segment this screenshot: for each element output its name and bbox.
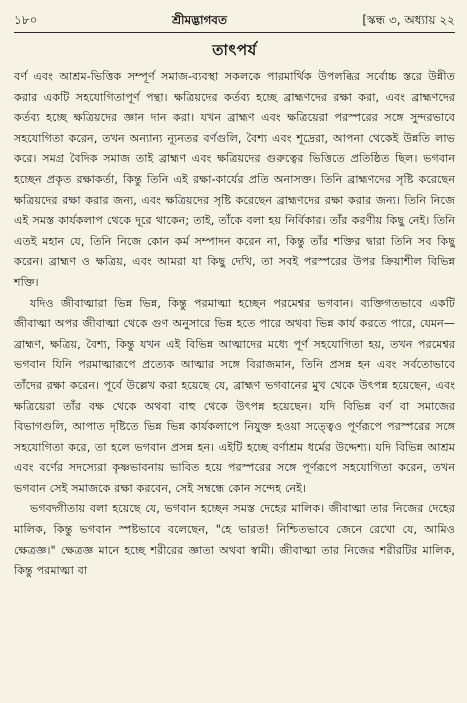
page-number: ১৮০ <box>14 13 38 27</box>
paragraph-2: যদিও জীবাত্মারা ভিন্ন ভিন্ন, কিন্তু পরমাত্মা হচ্ছেন পরমেশ্বর ভগবান। ব্যক্তিগতভাবে একটি জীবাত্মা অপর জীবাত্মা থেকে গুণ অনুসারে ভিন্ন হতে পারে অথবা ভিন্ন কার্য করতে পারে, যেমন—ব্রাহ্মণ, ক্ষত্রিয়, বৈশ্য, কিন্তু যখন এই বিভিন্ন আত্মাদের মধ্যে পূর্ণ সহযোগিতা হয়, তখন পরমেশ্বর ভগবান যিনি পরমাত্মারূপে প্রত্যেক আত্মার সঙ্গে বিরাজমান, তিনি প্রসন্ন হন এবং সর্বতোভাবে তাঁদের রক্ষা করেন। পূর্বে উল্লেখ করা হয়েছে যে, ব্রাহ্মণ ভগবানের মুখ থেকে উৎপন্ন হয়েছেন, এবং ক্ষত্রিয়েরা তাঁর বক্ষ থেকে অথবা বাহু থেকে উৎপন্ন হয়েছেন। যদি বিভিন্ন বর্ণ বা সমাজের বিভাগগুলি, আপাত দৃষ্টিতে ভিন্ন ভিন্ন কার্যকলাপে নিযুক্ত হওয়া সত্ত্বেও পূর্ণরূপে পরস্পরের সঙ্গে সহযোগিতা করে, তা হলে ভগবান প্রসন্ন হন। এইটি হচ্ছে বর্ণাশ্রম ধর্মের উদ্দেশ্য। যদি বিভিন্ন আশ্রম এবং বর্ণের সদস্যেরা কৃষ্ণভাবনায় ভাবিত হয়ে পরস্পরের সঙ্গে পূর্ণরূপে সহযোগিতা করেন, তখন ভগবান সেই সমাজকে রক্ষা করবেন, সেই সম্বন্ধে কোন সন্দেহ নেই। <box>14 296 455 495</box>
section-title: তাৎপর্য <box>212 41 257 59</box>
paragraph-3: ভগবদ্গীতায় বলা হয়েছে যে, ভগবান হচ্ছেন সমস্ত দেহের মালিক। জীবাত্মা তার নিজের দেহের মালিক, কিন্তু ভগবান স্পষ্টভাবে বলেছেন, "হে ভারত! নিশ্চিতভাবে জেনে রেখো যে, আমিও ক্ষেত্রজ্ঞ।" ক্ষেত্রজ্ঞ মানে হচ্ছে শরীরের জ্ঞাতা অথবা স্বামী। জীবাত্মা তার নিজের শরীরটির মালিক, কিন্তু পরমাত্মা বা <box>14 502 455 578</box>
chapter-reference: [স্কন্ধ ৩, অধ্যায় ২২ <box>362 13 455 27</box>
paragraph-1: বর্ণ এবং আশ্রম-ভিত্তিক সম্পূর্ণ সমাজ-ব্যবস্থা সকলকে পারমার্থিক উপলব্ধির সর্বোচ্চ স্তরে উন্নীত করার একটি সহযোগিতাপূর্ণ পন্থা। ক্ষত্রিয়দের কর্তব্য হচ্ছে ব্রাহ্মণদের রক্ষা করা, এবং ব্রাহ্মণদের কর্তব্য হচ্ছে ক্ষত্রিয়দের জ্ঞান দান করা। যখন ব্রাহ্মণ এবং ক্ষত্রিয়েরা পরস্পরের সঙ্গে সুন্দরভাবে সহযোগিতা করেন, তখন অন্যান্য ন্যূনতর বর্ণগুলি, বৈশ্য এবং শূদ্রেরা, আপনা থেকেই উন্নতি লাভ করে। সমগ্র বৈদিক সমাজ তাই ব্রাহ্মণ এবং ক্ষত্রিয়দের গুরুত্বের ভিত্তিতে প্রতিষ্ঠিত ছিল। ভগবান হচ্ছেন প্রকৃত রক্ষাকর্তা, কিন্তু তিনি এই রক্ষা-কার্যের প্রতি অনাসক্ত। তিনি ব্রাহ্মণদের সৃষ্টি করেছেন ক্ষত্রিয়দের রক্ষা করার জন্য, এবং ক্ষত্রিয়দের সৃষ্টি করেছেন ব্রাহ্মণদের রক্ষা করার জন্য। তিনি নিজে এই সমস্ত কার্যকলাপ থেকে দূরে থাকেন; তাই, তাঁকে বলা হয় নির্বিকার। তাঁর করণীয় কিছু নেই। তিনি এতই মহান যে, তিনি নিজে কোন কর্ম সম্পাদন করেন না, কিন্তু তাঁর শক্তির দ্বারা তিনি সব কিছু করেন। ব্রাহ্মণ ও ক্ষত্রিয়, এবং আমরা যা কিছু দেখি, তা সবই পরস্পরের উপর ক্রিয়াশীল বিভিন্ন শক্তি। <box>14 70 455 289</box>
book-title: শ্রীমদ্ভাগবত <box>171 13 227 27</box>
page-header <box>14 10 455 33</box>
purport-body <box>14 67 455 582</box>
